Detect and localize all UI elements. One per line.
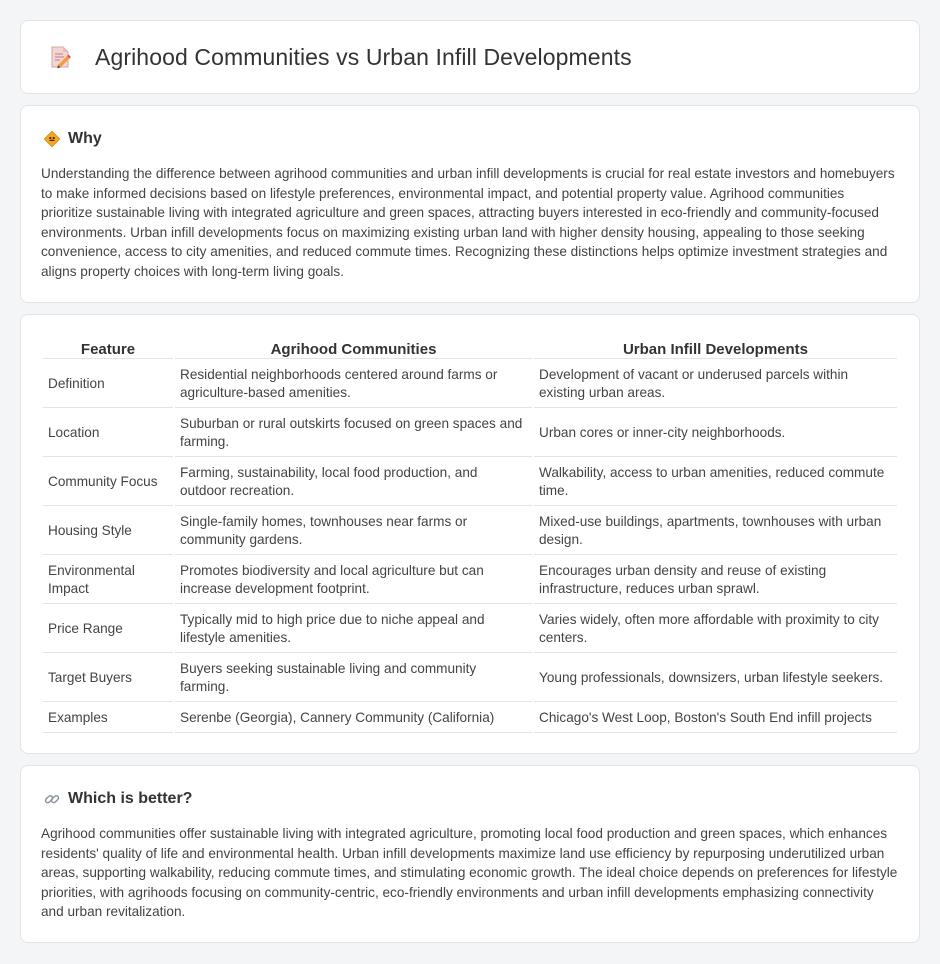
feature-cell: Location	[43, 410, 173, 457]
feature-cell: Definition	[43, 361, 173, 408]
urban-cell: Mixed-use buildings, apartments, townhouses with urban design.	[534, 508, 897, 555]
header-feature: Feature	[43, 337, 173, 359]
which-is-better-title: Which is better?	[68, 790, 193, 807]
feature-cell: Price Range	[43, 606, 173, 653]
feature-cell: Examples	[43, 704, 173, 733]
agrihood-cell: Farming, sustainability, local food production, and outdoor recreation.	[175, 459, 532, 506]
table-header-row	[43, 337, 897, 359]
page-title: Agrihood Communities vs Urban Infill Developments	[95, 43, 632, 70]
agrihood-cell: Serenbe (Georgia), Cannery Community (California)	[175, 704, 532, 733]
agrihood-cell: Typically mid to high price due to niche appeal and lifestyle amenities.	[175, 606, 532, 653]
table-row	[43, 410, 897, 457]
feature-cell: Community Focus	[43, 459, 173, 506]
agrihood-cell: Promotes biodiversity and local agriculture but can increase development footprint.	[175, 557, 532, 604]
urban-cell: Varies widely, often more affordable with proximity to city centers.	[534, 606, 897, 653]
table-row	[43, 508, 897, 555]
which-is-better-section	[20, 765, 920, 943]
table-row	[43, 704, 897, 733]
urban-cell: Encourages urban density and reuse of existing infrastructure, reduces urban sprawl.	[534, 557, 897, 604]
table-row	[43, 557, 897, 604]
urban-cell: Young professionals, downsizers, urban lifestyle seekers.	[534, 655, 897, 702]
urban-cell: Chicago's West Loop, Boston's South End infill projects	[534, 704, 897, 733]
comparison-table	[41, 335, 899, 735]
urban-cell: Development of vacant or underused parcels within existing urban areas.	[534, 361, 897, 408]
which-is-better-text: Agrihood communities offer sustainable living with integrated agriculture, promoting local food production and green spaces, which enhances residents' quality of life and environmental health. Urban infill developments maximize land use efficiency by repurposing underutilized urban areas, supporting walkability, reducing commute times, and stimulating economic growth. The ideal choice depends on preferences for lifestyle priorities, with agrihoods focusing on community-centric, eco-friendly environments and urban infill developments emphasizing connectivity and urban revitalization.	[41, 826, 898, 920]
table-row	[43, 459, 897, 506]
table-row	[43, 361, 897, 408]
link-icon	[43, 790, 61, 808]
header-agrihood: Agrihood Communities	[175, 337, 532, 359]
agrihood-cell: Residential neighborhoods centered around farms or agriculture-based amenities.	[175, 361, 532, 408]
header-card	[20, 20, 920, 94]
comparison-table-card	[20, 314, 920, 754]
agrihood-cell: Suburban or rural outskirts focused on green spaces and farming.	[175, 410, 532, 457]
why-text: Understanding the difference between agrihood communities and urban infill developments is crucial for real estate investors and homebuyers to make informed decisions based on lifestyle preferences, environmental impact, and potential property value. Agrihood communities prioritize sustainable living with integrated agriculture and green spaces, attracting buyers interested in eco-friendly and community-focused environments. Urban infill developments focus on maximizing existing urban land with higher density housing, appealing to those seeking convenience, access to city amenities, and reduced commute times. Recognizing these distinctions helps optimize investment strategies and aligns property choices with long-term living goals.	[41, 166, 895, 279]
agrihood-cell: Single-family homes, townhouses near farms or community gardens.	[175, 508, 532, 555]
feature-cell: Environmental Impact	[43, 557, 173, 604]
feature-cell: Housing Style	[43, 508, 173, 555]
header-urban: Urban Infill Developments	[534, 337, 897, 359]
why-section	[20, 105, 920, 303]
diamond-sign-icon	[43, 130, 61, 148]
table-row	[43, 606, 897, 653]
table-row	[43, 655, 897, 702]
urban-cell: Urban cores or inner-city neighborhoods.	[534, 410, 897, 457]
agrihood-cell: Buyers seeking sustainable living and community farming.	[175, 655, 532, 702]
feature-cell: Target Buyers	[43, 655, 173, 702]
urban-cell: Walkability, access to urban amenities, reduced commute time.	[534, 459, 897, 506]
document-pencil-icon	[47, 44, 73, 70]
why-title: Why	[68, 130, 102, 147]
